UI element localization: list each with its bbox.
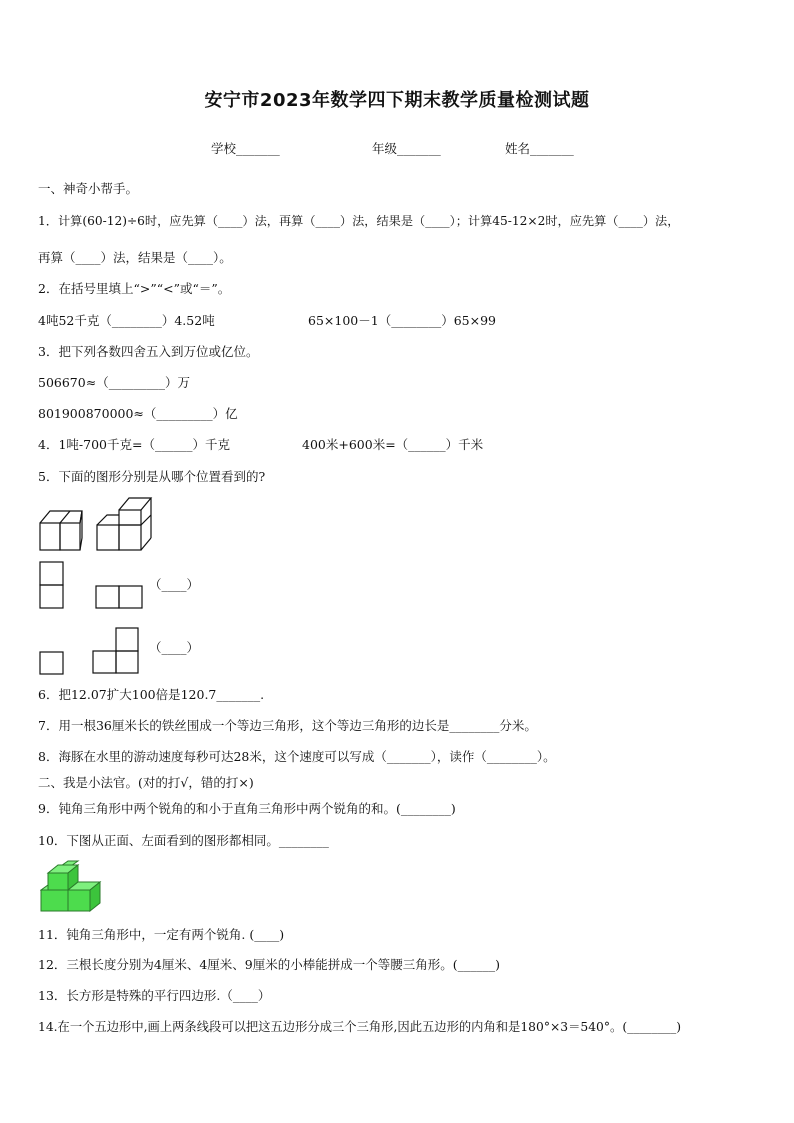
view-horizontal-two-squares [95,585,145,609]
question-4-part-a: 4．1吨-700千克=（______）千克 [38,437,230,452]
question-6: 6．把12.07扩大100倍是120.7_______. [38,687,265,702]
section-1-heading: 一、神奇小帮手。 [38,181,139,196]
grade-label: 年级_______ [372,141,441,156]
view-vertical-two-squares [39,561,65,609]
question-7: 7．用一根36厘米长的铁丝围成一个等边三角形，这个等边三角形的边长是________分米。 [38,718,537,733]
cube-stack-figure-1 [39,508,85,552]
school-label: 学校_______ [211,141,280,156]
question-14: 14.在一个五边形中,画上两条线段可以把这五边形分成三个三角形,因此五边形的内角和是180°×3＝540°。(________) [38,1020,682,1034]
question-5-blank-1: （____） [149,577,200,592]
page-title: 安宁市2023年数学四下期末教学质量检测试题 [204,90,590,111]
question-3: 3．把下列各数四舍五入到万位或亿位。 [38,344,259,359]
question-10: 10．下图从正面、左面看到的图形都相同。________ [38,833,329,848]
view-single-square [39,651,65,675]
question-8: 8．海豚在水里的游动速度每秒可达28米，这个速度可以写成（_______），读作（________）。 [38,749,556,764]
question-5: 5．下面的图形分别是从哪个位置看到的? [38,469,266,484]
view-l-shape [92,627,142,675]
question-3-part-a: 506670≈（_________）万 [38,375,190,390]
question-12: 12．三根长度分别为4厘米、4厘米、9厘米的小棒能拼成一个等腰三角形。(______) [38,957,501,972]
cube-stack-figure-2 [96,496,156,552]
question-13: 13．长方形是特殊的平行四边形.（____） [38,988,271,1003]
section-2-heading: 二、我是小法官。(对的打√，错的打×) [38,775,254,790]
question-5-blank-2: （____） [149,640,200,655]
green-cube-stack-figure [40,860,104,914]
question-1-line-2: 再算（____）法，结果是（____）。 [38,250,232,265]
question-3-part-b: 801900870000≈（_________）亿 [38,406,238,421]
question-11: 11．钝角三角形中，一定有两个锐角. (____) [38,927,285,942]
question-4-part-b: 400米+600米=（______）千米 [302,437,484,452]
question-2: 2．在括号里填上“>”“<”或“＝”。 [38,281,231,296]
question-9: 9．钝角三角形中两个锐角的和小于直角三角形中两个锐角的和。(________) [38,801,456,816]
question-2-part-b: 65×100－1（________）65×99 [308,313,496,328]
question-2-part-a: 4吨52千克（________）4.52吨 [38,313,215,328]
question-1-line-1: 1．计算(60-12)÷6时，应先算（____）法，再算（____）法，结果是（____）；计算45-12×2时，应先算（____）法， [38,214,680,228]
name-label: 姓名_______ [505,141,574,156]
